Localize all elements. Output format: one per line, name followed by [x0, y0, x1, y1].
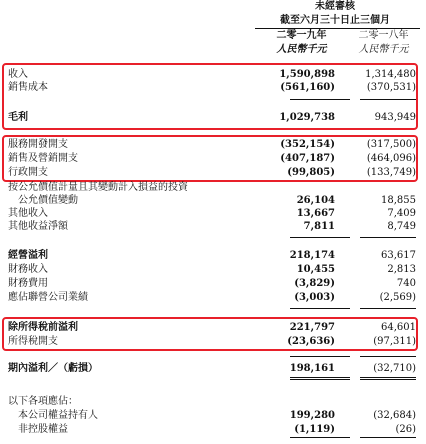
row-label: 以下各項應佔：	[8, 396, 78, 407]
highlight-box-revenue	[2, 63, 418, 130]
row-label: 期內溢利／（虧損）	[8, 363, 98, 374]
row-value-2019: (99,805)	[287, 167, 335, 178]
row-value-2018: 1,314,480	[365, 69, 416, 80]
row-value-2018: (317,500)	[366, 139, 416, 150]
row-value-2018: (464,096)	[366, 153, 416, 164]
total-rule-2018	[360, 377, 416, 378]
total-rule-2019	[290, 377, 350, 378]
row-value-2018: (26)	[395, 424, 416, 435]
row-value-2019: 1,029,738	[279, 112, 335, 123]
total-double-rule-2019	[290, 379, 350, 380]
row-value-2019: 221,797	[289, 322, 335, 333]
row-value-2019: (352,154)	[280, 139, 335, 150]
total-double-rule-2018	[360, 379, 416, 380]
row-value-2018: 18,855	[381, 195, 416, 206]
row-value-2018: (370,531)	[366, 82, 416, 93]
row-label: 銷售成本	[8, 82, 48, 93]
row-value-2019: 199,280	[289, 410, 335, 421]
row-label: 其他收益淨額	[8, 221, 68, 232]
row-label: 毛利	[8, 112, 28, 123]
row-value-2019: 1,590,898	[279, 69, 335, 80]
row-value-2018: (97,311)	[373, 336, 416, 347]
row-value-2018: 7,409	[387, 208, 416, 219]
row-label: 財務費用	[8, 278, 48, 289]
row-value-2019: 198,161	[289, 363, 335, 374]
row-value-2019: (23,636)	[287, 336, 335, 347]
header-audit-status: 未經審核	[315, 1, 355, 12]
row-value-2019: 10,455	[296, 264, 335, 275]
row-value-2019: (3,003)	[294, 292, 335, 303]
header-year-2019: 二零一九年	[276, 30, 327, 41]
row-label: 服務開發開支	[8, 139, 68, 150]
row-label: 財務收入	[8, 264, 48, 275]
row-value-2019: 26,104	[296, 195, 335, 206]
row-label: 經營溢利	[8, 250, 48, 261]
row-value-2019: (407,187)	[280, 153, 335, 164]
subtotal-rule-2018	[360, 308, 416, 309]
row-label: 本公司權益持有人	[18, 410, 98, 421]
row-label: 應佔聯營公司業績	[8, 292, 88, 303]
subtotal-rule-2018	[360, 99, 416, 100]
header-unit-2018: 人民幣千元	[358, 44, 409, 55]
subtotal-rule-2019	[290, 356, 350, 357]
header-divider	[255, 28, 420, 29]
row-value-2018: 943,949	[374, 112, 416, 123]
header-period: 截至六月三十日止三個月	[280, 15, 390, 26]
row-value-2018: 63,617	[381, 250, 416, 261]
row-value-2018: 2,813	[387, 264, 416, 275]
row-value-2018: (32,710)	[373, 363, 416, 374]
row-label: 銷售及營銷開支	[8, 153, 78, 164]
header-year-2018: 二零一八年	[358, 30, 409, 41]
row-value-2019: (1,119)	[294, 424, 335, 435]
row-value-2018: (2,569)	[379, 292, 416, 303]
row-value-2018: 8,749	[387, 221, 416, 232]
row-value-2019: 13,667	[296, 208, 335, 219]
row-label: 按公允價值計量且其變動計入損益的投資	[8, 182, 188, 193]
row-value-2019: 218,174	[289, 250, 335, 261]
row-label: 收入	[8, 69, 28, 80]
row-value-2019: (3,829)	[294, 278, 335, 289]
row-label: 非控股權益	[18, 424, 68, 435]
subtotal-rule-2018	[360, 356, 416, 357]
subtotal-rule-2019	[290, 237, 350, 238]
row-label: 行政開支	[8, 167, 48, 178]
row-label: 所得稅開支	[8, 336, 58, 347]
row-value-2019: 7,811	[303, 221, 335, 232]
row-value-2018: (133,749)	[366, 167, 416, 178]
subtotal-rule-2019	[290, 437, 350, 438]
row-label: 除所得稅前溢利	[8, 322, 78, 333]
subtotal-rule-2019	[290, 99, 350, 100]
row-value-2018: 64,601	[381, 322, 416, 333]
subtotal-rule-2018	[360, 437, 416, 438]
row-label: 其他收入	[8, 208, 48, 219]
subtotal-rule-2019	[290, 308, 350, 309]
row-value-2018: (32,684)	[373, 410, 416, 421]
row-label: 公允價值變動	[18, 195, 78, 206]
row-value-2019: (561,160)	[280, 82, 335, 93]
header-unit-2019: 人民幣千元	[276, 44, 327, 55]
subtotal-rule-2018	[360, 237, 416, 238]
row-value-2018: 740	[396, 278, 416, 289]
